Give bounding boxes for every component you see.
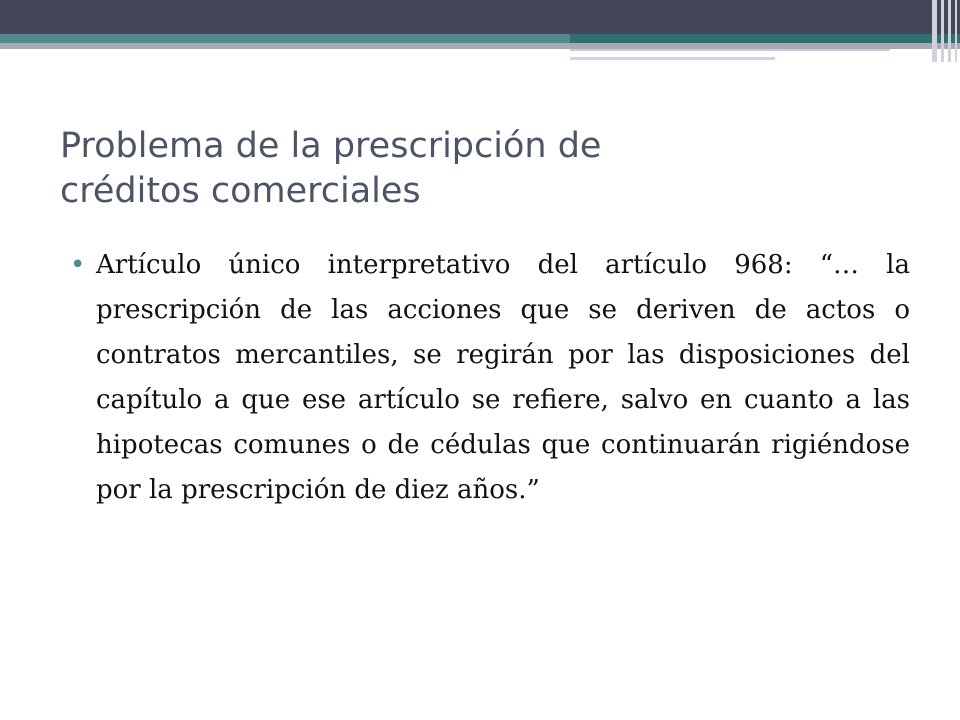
header-divider-line [570, 49, 890, 51]
header-accent-tab [570, 34, 960, 43]
bullet-dot-icon: • [70, 250, 86, 280]
bullet-text: Artículo único interpretativo del artículo 968: “… la prescripción de las acciones que se deriven de actos o contratos mercantiles, se regirán por las disposiciones del capítulo a que ese artículo se refiere, salvo en cuanto a las hipotecas comunes o de cédulas que continuarán rigiéndose por la prescripción de diez años.” [96, 250, 910, 505]
header-bar [0, 0, 960, 34]
slide-title: Problema de la prescripción de créditos comerciales [60, 126, 602, 211]
header-edge-stripes [928, 0, 960, 62]
header-divider-line-short [570, 57, 775, 60]
bullet-list [68, 243, 910, 513]
bullet-item [68, 243, 910, 513]
